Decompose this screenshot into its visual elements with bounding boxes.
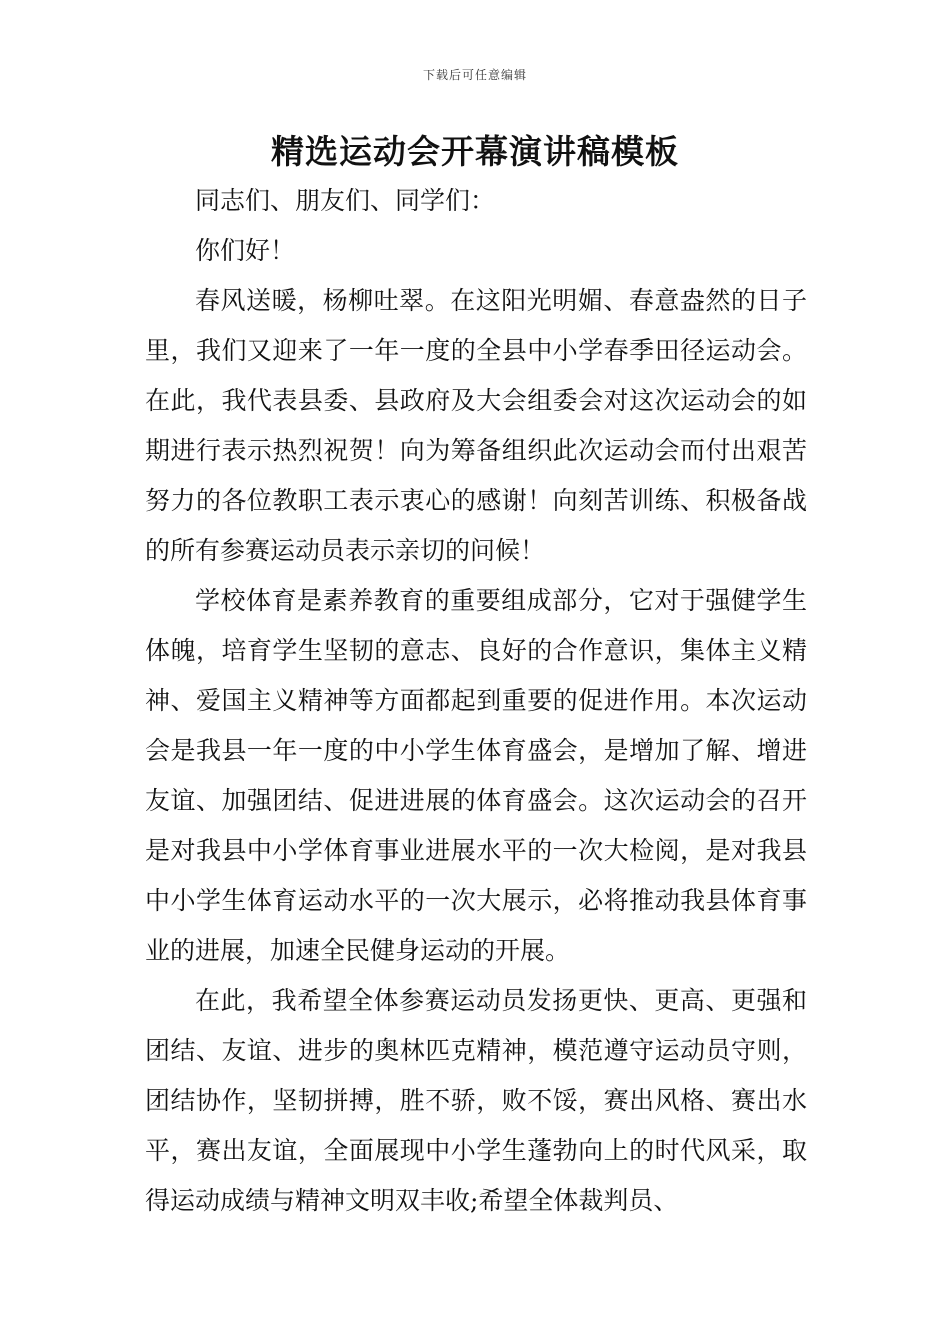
document-body (145, 176, 807, 1226)
greeting: 你们好！ (195, 236, 296, 265)
paragraph-opening: 春风送暖，杨柳吐翠。在这阳光明媚、春意盎然的日子里，我们又迎来了一年一度的全县中小学春季田径运动会。在此，我代表县委、县政府及大会组委会对这次运动会的如期进行表示热烈祝贺！向为筹备组织此次运动会而付出艰苦努力的各位教职工表示衷心的感谢！向刻苦训练、积极备战的所有参赛运动员表示亲切的问候！ (145, 286, 807, 565)
salutation: 同志们、朋友们、同学们： (195, 186, 496, 215)
paragraph-school-sports: 学校体育是素养教育的重要组成部分，它对于强健学生体魄，培育学生坚韧的意志、良好的合作意识，集体主义精神、爱国主义精神等方面都起到重要的促进作用。本次运动会是我县一年一度的中小学生体育盛会，是增加了解、增进友谊、加强团结、促进进展的体育盛会。这次运动会的召开是对我县中小学体育事业进展水平的一次大检阅，是对我县中小学生体育运动水平的一次大展示，必将推动我县体育事业的进展，加速全民健身运动的开展。 (145, 586, 807, 965)
paragraph-hopes: 在此，我希望全体参赛运动员发扬更快、更高、更强和团结、友谊、进步的奥林匹克精神，模范遵守运动员守则，团结协作，坚韧拼搏，胜不骄，败不馁，赛出风格、赛出水平，赛出友谊，全面展现中小学生蓬勃向上的时代风采，取得运动成绩与精神文明双丰收;希望全体裁判员、 (145, 986, 807, 1215)
document-title: 精选运动会开幕演讲稿模板 (271, 132, 679, 171)
header-note: 下载后可任意编辑 (422, 68, 527, 82)
